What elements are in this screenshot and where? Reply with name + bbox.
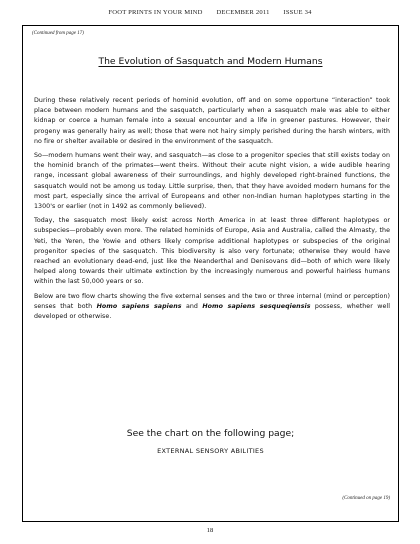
species-name-1: Homo sapiens sapiens [96,302,182,310]
see-chart-heading: See the chart on the following page; [126,428,295,439]
publication-name: FOOT PRINTS IN YOUR MIND [108,9,203,16]
external-senses-label: EXTERNAL SENSORY ABILITIES [157,447,264,455]
paragraph-3: Today, the sasquatch most likely exist across North America in at least three different haplotypes or subspecies—probably even more. The related hominids of Europe, Asia and Australia, called the Almasty, the Yeti, the Yeren, the Yowie and others likely comprise additional haplotypes or subspecies of the original progenitor species of the sasquatch. This biodiversity is also very fortunate; otherwise they would have reached an evolutionary dead-end, just like the Neanderthal and Denisovans did—both of which were likely helped along towards their ultimate extinction by the increasingly numerous and powerful hairless humans within the last 50,000 years or so. [34,217,390,286]
paragraph-1: During these relatively recent periods of hominid evolution, off and on some opportune “interaction” took place between modern humans and the sasquatch, particularly when a sasquatch male was able to either kidnap or coerce a human female into a sexual encounter and a life in greener pastures. However, their progeny was generally hairy as well; those that were not hairy simply perished during the harsh winters, with no fire or shelter available or desired in the environment of the sasquatch. [34,97,390,145]
article-body [34,96,390,326]
article-title: The Evolution of Sasquatch and Modern Humans [98,56,323,67]
paragraph-4-before: Below are two flow charts showing the five external senses and the two or three internal (mind or perception) senses that both [34,292,390,310]
article-frame [22,25,399,522]
continued-on-note: (Continued on page 19) [342,496,390,501]
issue-date: DECEMBER 2011 [216,9,270,16]
issue-number: ISSUE 34 [283,9,312,16]
paragraph-2: So—modern humans went their way, and sasquatch—as close to a progenitor species that still exists today on the hominid branch of the primates—went theirs. Without their acute night vision, a wide audible hearing range, incessant global awareness of their surroundings, and highly developed right-brained functions, the sasquatch would not be among us today. Little surprise, then, that they have avoided modern humans for the most part, especially since the arrival of Europeans and other non-Indian human haplotypes starting in the 1300's or earlier (not in 1492 as commonly believed). [34,152,390,211]
continued-from-note: (Continued from page 17) [32,31,84,36]
paragraph-4-after: possess, whether well developed or otherwise. [34,302,390,321]
paragraph-4-middle: and [181,302,203,310]
species-name-2: Homo sapiens sesqueqiensis [202,302,311,310]
paragraph-4 [34,292,390,323]
page-header [0,9,420,16]
page-number: 18 [206,527,214,534]
